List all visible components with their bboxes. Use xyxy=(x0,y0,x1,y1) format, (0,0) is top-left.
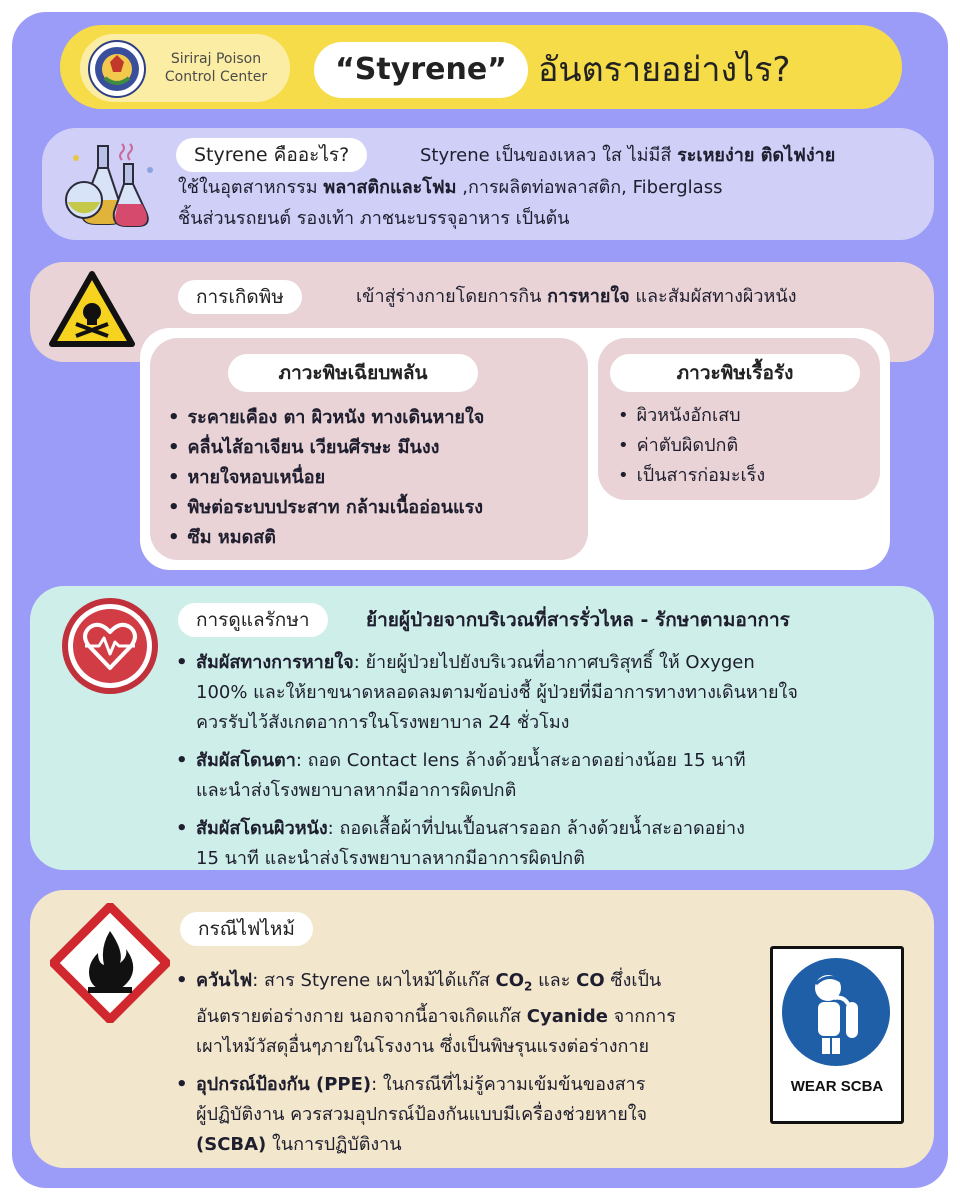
page-title: อันตรายอย่างไร? xyxy=(538,50,791,90)
chronic-title: ภาวะพิษเรื้อรัง xyxy=(610,354,860,392)
flammable-hazard-icon xyxy=(50,903,170,1023)
list-item: • ค่าตับผิดปกติ xyxy=(618,431,765,461)
list-item: • ระคายเคือง ตา ผิวหนัง ทางเดินหายใจ xyxy=(168,403,484,433)
treatment-label: การดูแลรักษา xyxy=(178,603,328,637)
what-is-label: Styrene คืออะไร? xyxy=(176,138,367,172)
title-chemical-name: “Styrene” xyxy=(314,42,528,98)
list-item: • ผิวหนังอักเสบ xyxy=(618,401,765,431)
acute-list xyxy=(168,403,484,553)
list-item: • สัมผัสโดนตา: ถอด Contact lens ล้างด้วยน้ำสะอาดอย่างน้อย 15 นาที และนำส่งโรงพยาบาลหากมีอาการผิดปกติ xyxy=(176,746,798,806)
list-item: • ซึม หมดสติ xyxy=(168,523,484,553)
list-item: • สัมผัสทางการหายใจ: ย้ายผู้ป่วยไปยังบริเวณที่อากาศบริสุทธิ์ ให้ Oxygen 100% และให้ยาขนาดหลอดลมตามข้อบ่งชี้ ผู้ป่วยที่มีอาการทางทางเดินหายใจ ควรรับไว้สังเกตอาการในโรงพยาบาล 24 ชั่วโมง xyxy=(176,648,798,738)
scba-label: WEAR SCBA xyxy=(790,1078,884,1095)
scba-mask-icon xyxy=(782,958,890,1066)
treatment-headline: ย้ายผู้ป่วยจากบริเวณที่สารรั่วไหล - รักษาตามอาการ xyxy=(366,609,790,631)
toxic-warning-icon xyxy=(48,270,136,350)
treatment-list xyxy=(176,648,798,874)
list-item: • สัมผัสโดนผิวหนัง: ถอดเสื้อผ้าที่ปนเปื้อนสารออก ล้างด้วยน้ำสะอาดอย่าง 15 นาที และนำส่งโรงพยาบาลหากมีอาการผิดปกติ xyxy=(176,814,798,874)
list-item: • ควันไฟ: สาร Styrene เผาไหม้ได้แก๊ส $CO_2$ และ CO ซึ่งเป็น อันตรายต่อร่างกาย นอกจากนี้อาจเกิดแก๊ส Cyanide จากการ เผาไหม้วัสดุอื่นๆภายในโรงงาน ซึ่งเป็นพิษรุนแรงต่อร่างกาย xyxy=(176,966,676,1062)
list-item: • หายใจหอบเหนื่อย xyxy=(168,463,484,493)
what-is-line2: ใช้ในอุตสาหกรรม พลาสติกและโฟม ,การผลิตท่อพลาสติก, Fiberglass xyxy=(178,177,723,198)
fire-label: กรณีไฟไหม้ xyxy=(180,912,313,946)
list-item: • คลื่นไส้อาเจียน เวียนศีรษะ มึนงง xyxy=(168,433,484,463)
chemical-flasks-icon xyxy=(62,140,162,232)
list-item: • พิษต่อระบบประสาท กล้ามเนื้ออ่อนแรง xyxy=(168,493,484,523)
list-item: • อุปกรณ์ป้องกัน (PPE): ในกรณีที่ไม่รู้ความเข้มข้นของสาร ผู้ปฏิบัติงาน ควรสวมอุปกรณ์ป้องกันแบบมีเครื่องช่วยหายใจ (SCBA) ในการปฏิบัติงาน xyxy=(176,1070,676,1160)
poisoning-routes: เข้าสู่ร่างกายโดยการกิน การหายใจ และสัมผัสทางผิวหนัง xyxy=(356,286,797,307)
acute-title: ภาวะพิษเฉียบพลัน xyxy=(228,354,478,392)
list-item: • เป็นสารก่อมะเร็ง xyxy=(618,461,765,491)
seal-logo-icon xyxy=(88,40,146,98)
what-is-line3: ชิ้นส่วนรถยนต์ รองเท้า ภาชนะบรรจุอาหาร เป็นต้น xyxy=(178,208,570,229)
what-is-line1: Styrene เป็นของเหลว ใส ไม่มีสี ระเหยง่าย ติดไฟง่าย xyxy=(420,145,836,166)
logo-text: Siriraj Poison Control Center xyxy=(164,51,268,85)
poisoning-label: การเกิดพิษ xyxy=(178,280,302,314)
heart-pulse-icon xyxy=(81,620,139,672)
fire-list xyxy=(176,966,676,1160)
chronic-list xyxy=(618,401,765,491)
